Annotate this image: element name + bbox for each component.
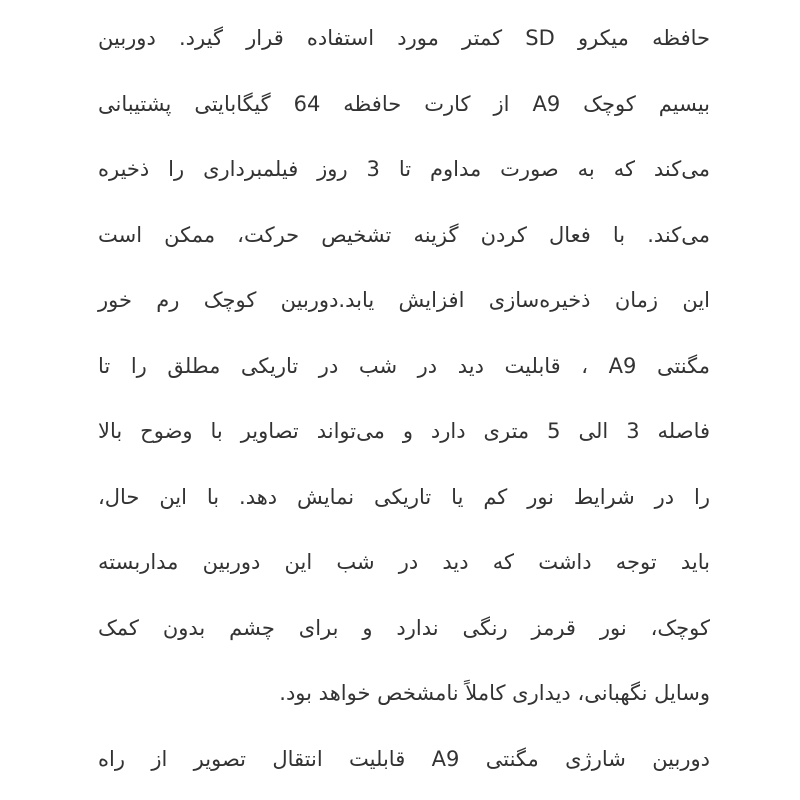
text-line: می‌کند. با فعال کردن گزینه تشخیص حرکت، ممکن است <box>98 222 710 247</box>
text-line: دوربین شارژی مگنتی A9 قابلیت انتقال تصویر از راه <box>98 746 710 771</box>
text-line: را در شرایط نور کم یا تاریکی نمایش دهد. با این حال، <box>98 484 710 509</box>
paragraph-transfer <box>98 727 710 793</box>
text-line: بیسیم کوچک A9 از کارت حافظه 64 گیگابایتی پشتیبانی <box>98 91 711 116</box>
text-line: حافظه میکرو SD کمتر مورد استفاده قرار گیرد. دوربین <box>98 26 710 50</box>
paragraph-storage-night-vision <box>98 6 710 727</box>
text-line: می‌کند که به صورت مداوم تا 3 روز فیلمبرداری را ذخیره <box>98 157 710 181</box>
article-body <box>98 6 710 792</box>
text-line: مگنتی A9 ، قابلیت دید در شب در تاریکی مطلق را تا <box>98 353 710 378</box>
text-line: فاصله 3 الی 5 متری دارد و می‌تواند تصاویر با وضوح بالا <box>98 419 711 443</box>
text-line: وسایل نگهبانی، دیداری کاملاً نامشخص خواهد بود. <box>279 681 710 705</box>
text-line: باید توجه داشت که دید در شب این دوربین مداربسته <box>98 550 710 574</box>
text-line: کوچک، نور قرمز رنگی ندارد و برای چشم بدون کمک <box>98 615 710 640</box>
text-line: این زمان ذخیره‌سازی افزایش یابد.دوربین کوچک رم خور <box>98 288 710 312</box>
